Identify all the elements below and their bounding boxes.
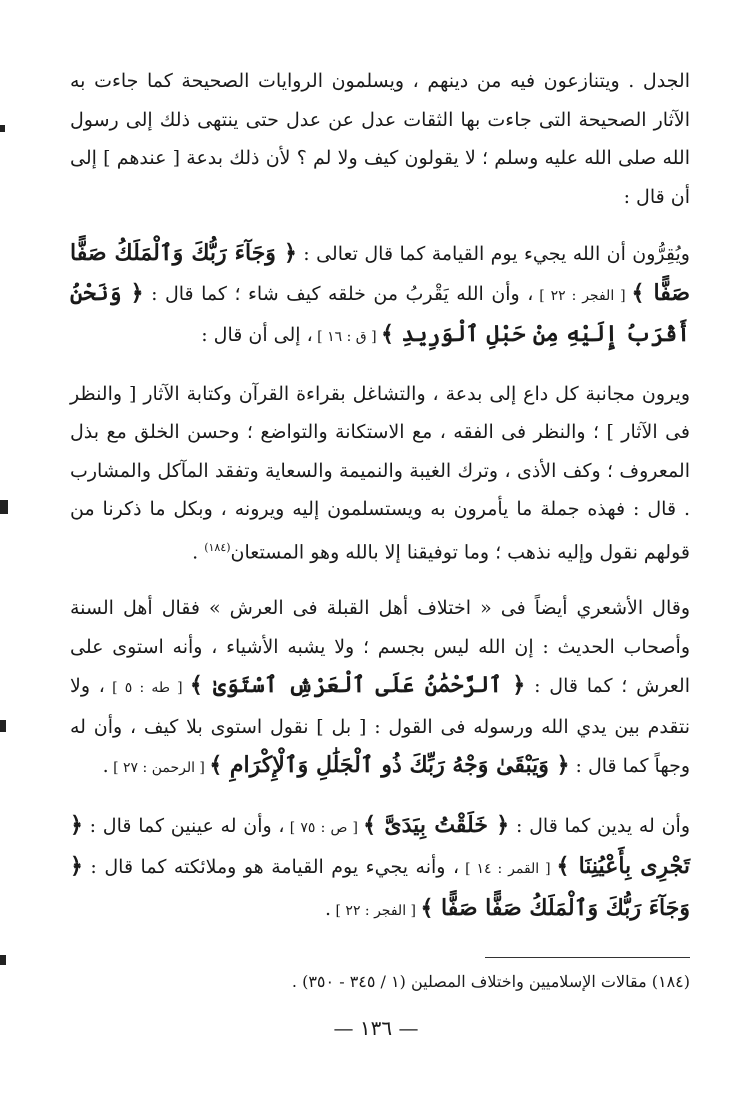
scan-mark xyxy=(0,500,8,514)
body-text: . xyxy=(192,540,205,563)
paragraph xyxy=(70,806,690,931)
body-text: ، ولا نتقدم بين يدي الله ورسوله فى القول : [ بل ] نقول استوى بلا كيف ، وأن له وجهاً كما قال : xyxy=(70,675,690,778)
body-text: ، وأن الله يَقْربُ من خلقه كيف شاء ؛ كما قال : xyxy=(143,282,534,305)
paragraph xyxy=(70,589,690,788)
verse-reference: [ الفجر : ٢٢ ] xyxy=(331,902,421,919)
quran-verse: ﴿ وَجَآءَ رَبُّكَ وَٱلْمَلَكُ صَفًّا صَفًّا ﴾ xyxy=(70,240,691,306)
quran-verse: ﴿ تَجْرِى بِأَعْيُنِنَا ﴾ xyxy=(70,811,690,880)
quran-verse: ﴿ وَنَحْنُ أَقْرَبُ إِلَيْهِ مِنْ حَبْلِ ٱلْوَرِيدِ ﴾ xyxy=(70,279,690,347)
body-text: ، وأنه يجيء يوم القيامة هو وملائكته كما قال : xyxy=(82,856,460,879)
page-number: — ١٣٦ — xyxy=(333,1016,419,1040)
paragraph xyxy=(70,375,690,572)
quran-verse: ﴿ وَيَبْقَىٰ وَجْهُ رَبِّكَ ذُو ٱلْجَلَٰلِ وَٱلْإِكْرَامِ ﴾ xyxy=(209,752,570,779)
body-text: ، إلى أن قال : xyxy=(201,324,313,346)
scan-mark xyxy=(0,955,6,965)
body-text: الجدل . ويتنازعون فيه من دينهم ، ويسلمون الروايات الصحيحة كما جاءت به الآثار الصحيحة التى جاءت بها الثقات عدل عن عدل حتى ينتهى ذلك إلى رسول الله صلى الله عليه وسلم ؛ لا يقولون كيف ولا لم ؟ لأن ذلك بدعة [ عندهم ] إلى أن قال : xyxy=(70,70,690,208)
verse-reference: [ القمر : ١٤ ] xyxy=(459,861,557,878)
paragraph xyxy=(70,62,690,216)
footnote-marker: (١٨٤) xyxy=(204,540,231,554)
body-text: وأن له يدين كما قال : xyxy=(509,814,690,837)
footnote: (١٨٤) مقالات الإسلاميين واختلاف المصلين (١ / ٣٤٥ - ٣٥٠) . xyxy=(291,972,690,991)
verse-reference: [ طه : ٥ ] xyxy=(104,680,190,697)
body-text: . xyxy=(102,755,109,778)
quran-verse: ﴿ وَجَآءَ رَبُّكَ وَٱلْمَلَكُ صَفًّا صَفًّا ﴾ xyxy=(70,853,690,921)
body-text: ويرون مجانبة كل داع إلى بدعة ، والتشاغل بقراءة القرآن وكتابة الآثار [ والنظر فى الآثار ] ؛ والنظر فى الفقه ، مع الاستكانة والتواضع ؛ وحسن الخلق مع بذل المعروف ؛ وكف الأذى ، وترك الغيبة والنميمة والسعاية وتفقد المآكل والمشارب . قال : فهذه جملة ما يأمرون به ويستسلمون إليه ويرونه ، وبكل ما ذكرنا من قولهم نقول وإليه نذهب ؛ وما توفيقنا إلا بالله وهو المستعان xyxy=(70,382,690,563)
verse-reference: [ ق : ١٦ ] xyxy=(312,329,381,345)
quran-verse: ﴿ ٱلرَّحْمَٰنُ عَلَى ٱلْعَرْشِ ٱسْتَوَىٰ ﴾ xyxy=(189,672,526,699)
verse-reference: [ الرحمن : ٢٧ ] xyxy=(108,760,210,777)
footnote-divider xyxy=(485,957,690,958)
scan-mark xyxy=(0,720,6,732)
body-text: . xyxy=(325,897,332,920)
verse-reference: [ الفجر : ٢٢ ] xyxy=(533,287,632,304)
quran-verse: ﴿ خَلَقْتُ بِيَدَىَّ ﴾ xyxy=(363,811,510,838)
body-text: وقال الأشعري أيضاً فى « اختلاف أهل القبلة فى العرش » فقال أهل السنة وأصحاب الحديث : إن الله ليس بجسم ؛ ولا يشبه الأشياء ، وأنه استوى على العرش ؛ كما قال : xyxy=(70,597,690,698)
page-body xyxy=(70,62,690,930)
body-text: ، وأن له عينين كما قال : xyxy=(82,814,285,837)
scan-mark xyxy=(0,125,5,132)
body-text: ويُقِرُّون أن الله يجيء يوم القيامة كما قال تعالى : xyxy=(296,243,690,265)
verse-reference: [ ص : ٧٥ ] xyxy=(284,819,364,836)
paragraph xyxy=(70,234,690,357)
